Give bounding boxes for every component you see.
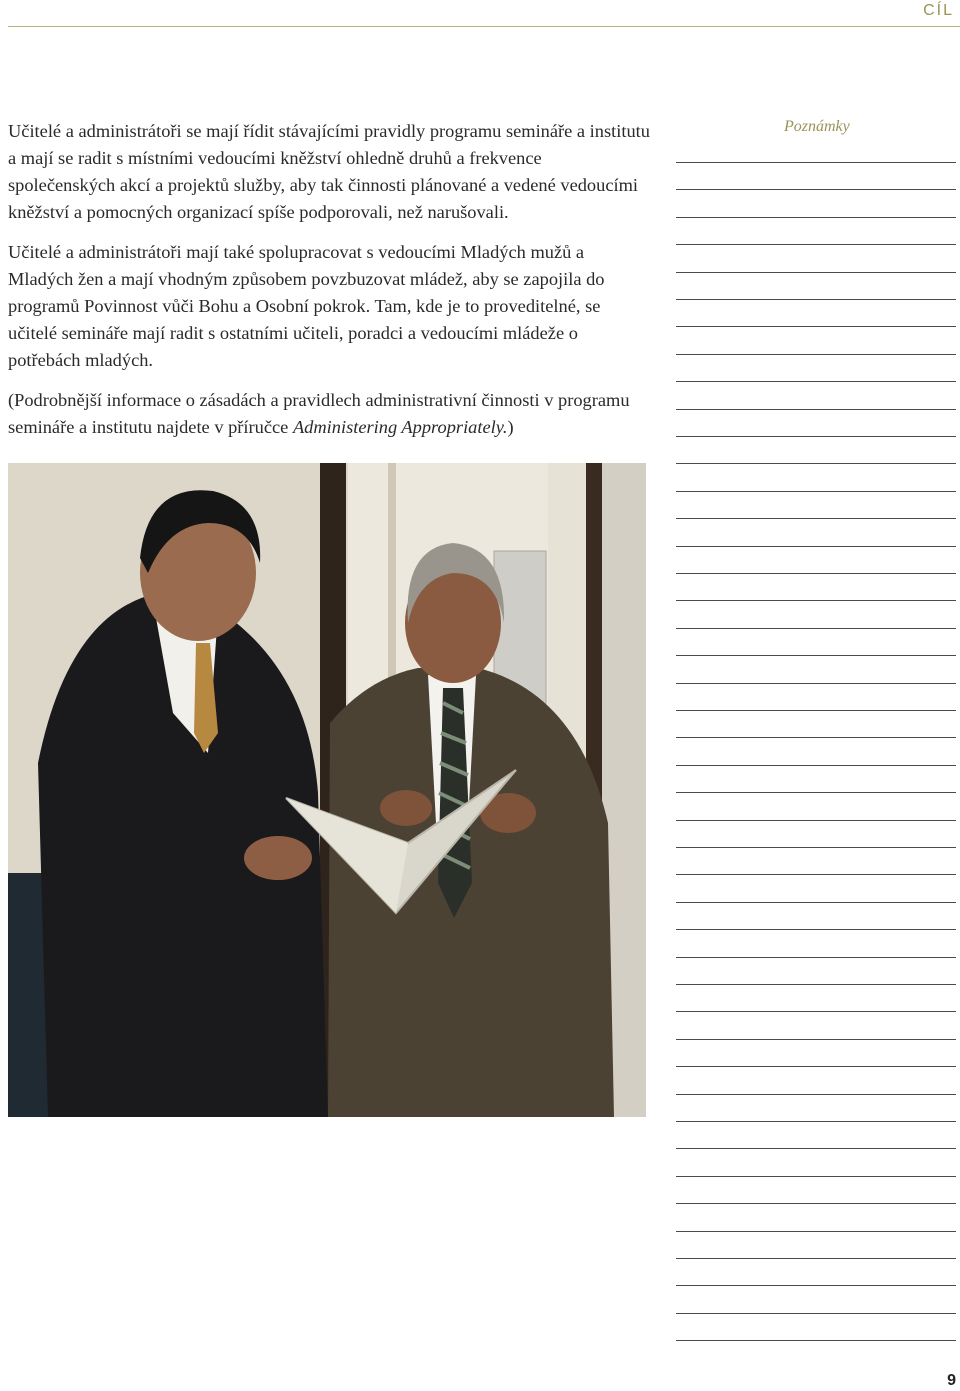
paragraph-1: Učitelé a administrátoři se mají řídit stávajícími pravidly programu semináře a institutu a mají se radit s místními vedoucími kněžství ohledně druhů a frekvence společenských akcí a projektů služby, aby tak činnosti plánované a vedené vedoucími kněžství a pomocných organizací spíše podporovali, než narušovali. [8, 121, 650, 222]
note-line [676, 902, 956, 903]
note-line [676, 1066, 956, 1067]
note-line [676, 1231, 956, 1232]
paragraph-3 [8, 387, 650, 441]
note-line [676, 299, 956, 300]
note-line [676, 765, 956, 766]
note-line [676, 957, 956, 958]
photo-two-men [8, 463, 646, 1117]
note-line [676, 1094, 956, 1095]
note-line [676, 1203, 956, 1204]
note-line [676, 710, 956, 711]
notes-label: Poznámky [784, 118, 850, 135]
note-line [676, 600, 956, 601]
note-line [676, 1340, 956, 1341]
note-line [676, 1258, 956, 1259]
manual-title: Administering Appropriately. [292, 417, 508, 437]
paragraph-3-text: (Podrobnější informace o zásadách a pravidlech administrativní činnosti v programu semináře a institutu najdete v příručce [8, 390, 630, 437]
note-line [676, 491, 956, 492]
note-line [676, 573, 956, 574]
note-line [676, 820, 956, 821]
note-line [676, 189, 956, 190]
note-line [676, 1039, 956, 1040]
section-header-label: CÍL [923, 2, 954, 19]
note-line [676, 1313, 956, 1314]
note-line [676, 655, 956, 656]
note-line [676, 628, 956, 629]
note-line [676, 929, 956, 930]
note-line [676, 518, 956, 519]
note-line [676, 463, 956, 464]
note-line [676, 1176, 956, 1177]
note-line [676, 162, 956, 163]
note-line [676, 217, 956, 218]
page-number: 9 [947, 1372, 956, 1389]
note-line [676, 354, 956, 355]
note-line [676, 272, 956, 273]
note-line [676, 984, 956, 985]
note-line [676, 546, 956, 547]
note-line [676, 1148, 956, 1149]
note-line [676, 1011, 956, 1012]
note-line [676, 1285, 956, 1286]
note-line [676, 381, 956, 382]
paragraph-3-closing: ) [507, 417, 514, 437]
photo-illustration [8, 463, 646, 1117]
main-text [8, 118, 650, 454]
note-line [676, 409, 956, 410]
note-line [676, 792, 956, 793]
note-line [676, 1121, 956, 1122]
note-line [676, 847, 956, 848]
notes-lines [676, 0, 956, 1391]
note-line [676, 244, 956, 245]
note-line [676, 436, 956, 437]
note-line [676, 737, 956, 738]
paragraph-2: Učitelé a administrátoři mají také spolupracovat s vedoucími Mladých mužů a Mladých žen a mají vhodným způsobem povzbuzovat mládež, aby se zapojila do programů Povinnost vůči Bohu a Osobní pokrok. Tam, kde je to proveditelné, se učitelé semináře mají radit s ostatními učiteli, poradci a vedoucími mládeže o potřebách mladých. [8, 242, 605, 370]
note-line [676, 874, 956, 875]
note-line [676, 326, 956, 327]
note-line [676, 683, 956, 684]
